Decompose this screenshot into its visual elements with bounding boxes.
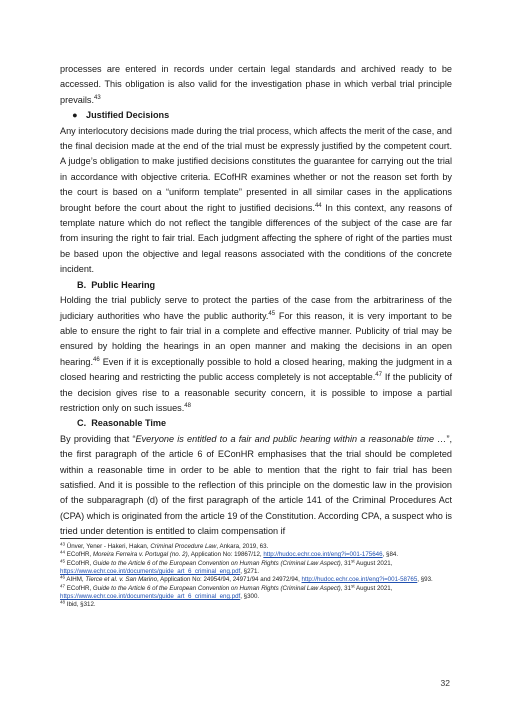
paragraph-3: Holding the trial publicly serve to protect the parties of the case from the arbitrariness of the judiciary authorities who have the public authority.$^{45}$ For this reason, it is very important to be able to ensure the right to fair trial in a complete and effective manner. Publicity of trial may be ensured by holding the hearings in an open manner and making the decisions in an open hearing.$^{46}$ Even if it is exceptionally possible to hold a closed hearing, making the judgment in a closed hearing and restricting the public access completely is not acceptable.$^{47}$ If the publicity of the decision gives rise to a reasonable security concern, it is possible to impose a partial restriction only on such issues.$^{48}$ [60, 295, 452, 413]
footnote-47: $^{47}$ ECofHR, Guide to the Article 6 of the European Convention on Human Rights (Criminal Law Aspect), 31st August 2021, https://www.echr.coe.int/documents/guide_art_6_criminal_eng.pdf, §300. [60, 583, 393, 601]
footnote-46: $^{46}$ AIHM, Tierce et al. v. San Marino, Application No: 24954/94, 24971/94 and 24972/94, http://hudoc.echr.coe.int/eng?i=001-58765, §93. [60, 574, 433, 584]
footnote-ref-45[interactable]: 45 [268, 310, 276, 317]
footnote-44-link[interactable]: http://hudoc.echr.coe.int/eng?i=001-175646 [263, 551, 383, 559]
footnote-45: $^{45}$ ECofHR, Guide to the Article 6 of the European Convention on Human Rights (Criminal Law Aspect), 31st August 2021, https://www.echr.coe.int/documents/guide_art_6_criminal_eng.pdf, §271. [60, 558, 393, 576]
footnote-separator [60, 538, 190, 539]
bullet-icon: ● [72, 110, 78, 121]
footnote-ref-44[interactable]: 44 [314, 202, 322, 209]
body-text [60, 62, 452, 540]
footnote-43: $^{43}$ Ünver, Yener - Hakeri, Hakan, Criminal Procedure Law, Ankara, 2019, 63. [60, 541, 269, 550]
page-number: 32 [440, 678, 450, 688]
footnote-ref-48[interactable]: 48 [184, 402, 191, 409]
paragraph-4: By providing that “Everyone is entitled to a fair and public hearing within a reasonable time …”, the first paragraph of the article 6 of EConHR emphasises that the trial should be completed within a reasonable time in order to be able to mention that the right to fair trial has been satisfied. And it is possible to the reflection of this principle on the domestic law in the provision of the subparagraph (d) of the first paragraph of the article 141 of the Criminal Procedures Act (CPA) which is originated from the article 19 of the Constitution. According CPA, a suspect who is tried under detention is entitled to claim compensation if [60, 433, 453, 537]
heading-public-hearing: B. Public Hearing [77, 279, 156, 290]
heading-reasonable-time: C. Reasonable Time [77, 418, 167, 429]
footnote-ref-46[interactable]: 46 [92, 356, 100, 363]
paragraph-1: processes are entered in records under certain legal standards and archived ready to be accessed. This obligation is also valid for the investigation phase in which verbal trial principle prevails.$^{43}$ [60, 64, 452, 105]
footnote-47-link[interactable]: https://www.echr.coe.int/documents/guide_art_6_criminal_eng.pdf [60, 593, 241, 601]
heading-justified-decisions: ● Justified Decisions [60, 108, 452, 123]
paragraph-2: Any interlocutory decisions made during the trial process, which affects the merit of the case, and the final decision made at the end of the trial must be expressly justified by the competent court. A judge’s obligation to make justified decisions constitutes the guarantee for carrying out the trial in accordance with objective criteria. ECofHR examines whether or not the reason set forth by the court is based on a “uniform template” presented in all similar cases in the applications brought before the court about the right to justified decisions.$^{44}$ In this context, any reasons of template nature which do not reflect the tangible differences of the subject of the case are far from insuring the right to fair trial. Each judgment affecting the sphere of right of the parties must be based upon the objective and legal reasons associated with the conditions of the concrete incident. [60, 125, 452, 275]
quote-article-6: Everyone is entitled to a fair and public hearing within a reasonable time … [135, 433, 447, 444]
footnote-ref-47[interactable]: 47 [375, 372, 382, 379]
footnote-44: $^{44}$ ECofHR, Moreira Ferreira v. Portugal (no. 2), Application No: 19867/12, http://hudoc.echr.coe.int/eng?i=001-175646, §84. [60, 549, 399, 559]
footnote-45-link[interactable]: https://www.echr.coe.int/documents/guide_art_6_criminal_eng.pdf [60, 568, 241, 576]
footnotes [60, 543, 460, 610]
footnote-ref-43[interactable]: 43 [93, 94, 101, 101]
footnote-46-link[interactable]: http://hudoc.echr.coe.int/eng?i=001-58765 [301, 576, 418, 584]
footnote-48: $^{48}$ Ibid, §312. [60, 599, 96, 609]
